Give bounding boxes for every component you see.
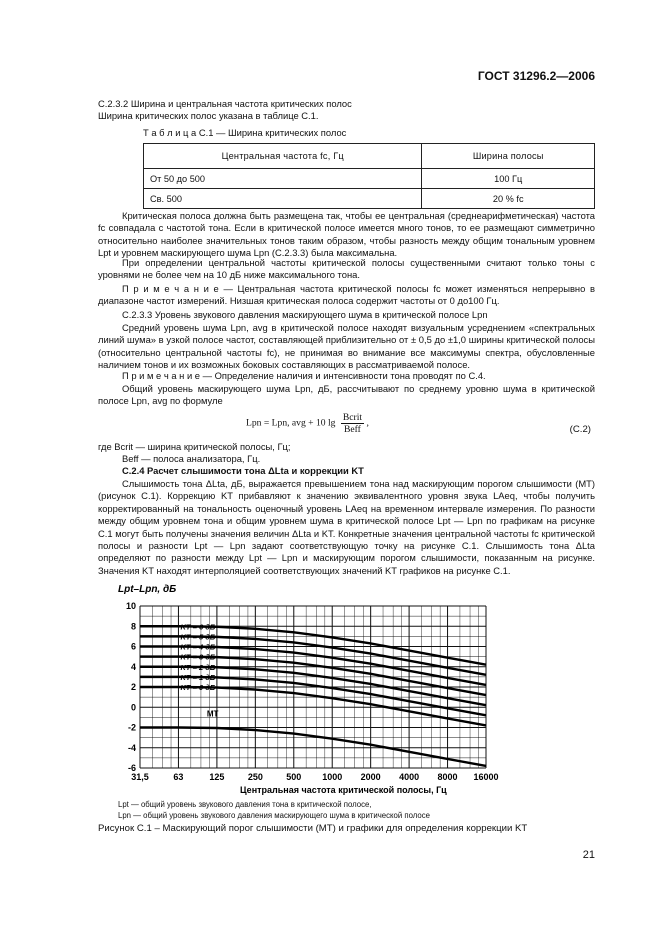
chart-series-label: KT = 3 дБ <box>180 652 216 662</box>
standard-number: ГОСТ 31296.2—2006 <box>477 69 595 83</box>
chart-xlabel: Центральная частота критической полосы, Гц <box>240 785 447 795</box>
chart-series-line <box>140 728 486 766</box>
audibility-chart <box>90 582 510 802</box>
chart-series-label: KT = 0 дБ <box>180 683 216 692</box>
formula-tail: , <box>366 417 369 429</box>
figure-caption: Рисунок С.1 – Маскирующий порог слышимости (МТ) и графики для определения коррекции KT <box>98 823 528 834</box>
chart-x-tick-label: 31,5 <box>131 772 149 782</box>
table-header-width: Ширина полосы <box>422 144 595 169</box>
chart-x-ticks <box>131 772 498 782</box>
table-cell: 100 Гц <box>422 169 595 189</box>
chart-x-tick-label: 1000 <box>322 772 343 782</box>
table-caption: Т а б л и ц а С.1 — Ширина критических полос <box>143 127 347 138</box>
chart-series-label: KT = 4 дБ <box>180 642 216 652</box>
table-row <box>144 169 595 189</box>
legend-lpt: Lpt — общий уровень звукового давления тона в критической полосе, <box>118 800 372 809</box>
chart-y-tick-label: 6 <box>130 641 136 652</box>
chart-x-tick-label: 4000 <box>399 772 420 782</box>
section-c24-title: С.2.4 Расчет слышимости тона ΔLta и коррекции KT <box>122 465 364 476</box>
chart-x-tick-label: 125 <box>209 772 225 782</box>
chart-series-label: KT = 6 дБ <box>180 622 216 632</box>
chart-y-tick-label: -2 <box>127 722 136 733</box>
chart-ylabel: Lpt–Lpn, дБ <box>118 584 177 595</box>
table-header-frequency: Центральная частота fc, Гц <box>144 144 422 169</box>
chart-y-tick-label: 4 <box>130 661 136 672</box>
chart-mt-label: МТ <box>206 709 219 719</box>
chart-x-tick-label: 16000 <box>473 772 499 782</box>
formula-denominator: Beff <box>344 424 361 435</box>
where-bcrit: где Bcrit — ширина критической полосы, Гц; <box>98 441 291 452</box>
critical-bands-table <box>143 143 595 209</box>
chart-y-tick-label: 0 <box>130 702 136 713</box>
paragraph-average-noise: Средний уровень шума Lpn, avg в критической полосе находят визуальным усреднением «спектральных линий шума» в узкой полосе частот, составляющей приблизительно от ± 0,5 до ±1,0 ширины критической полосы (относительно центральной частоты fc), не принимая во внимание все максимумы спектра, обусловленные наличием тонов и их возможных боковых составляющих в рассматриваемой полосе. <box>98 322 595 371</box>
table-cell: Св. 500 <box>144 189 422 209</box>
chart-y-ticks <box>126 601 136 773</box>
note-center-frequency: П р и м е ч а н и е — Центральная частота критической полосы fc может изменяться непрерывно в диапазоне частот измерений. Низшая критическая полоса содержит частоты от 0 до100 Гц. <box>98 283 595 307</box>
section-c232-line2: Ширина критических полос указана в таблице С.1. <box>98 110 319 121</box>
legend-lpn: Lpn — общий уровень звукового давления маскирующего шума в критической полосе <box>118 811 430 820</box>
formula-lhs: Lpn = Lpn, avg + 10 lg <box>246 417 336 429</box>
table-row <box>144 189 595 209</box>
chart-x-tick-label: 250 <box>247 772 263 782</box>
paragraph-critical-band: Критическая полоса должна быть размещена так, чтобы ее центральная (среднеарифметическая) частота fc совпадала с частотой тона. Если в критической полосе имеется много тонов, то ее размещают симметрично относительно наиболее значительных тонов таким образом, чтобы разность между общим тональным уровнем Lpt и уровнем маскирующего шума Lpn (С.2.3.3) была максимальна. <box>98 210 595 259</box>
table-cell: 20 % fc <box>422 189 595 209</box>
formula-c2 <box>246 412 369 435</box>
chart-series-label: KT = 5 дБ <box>180 632 216 642</box>
chart-series-label: KT = 2 дБ <box>180 662 216 672</box>
chart-x-tick-label: 2000 <box>360 772 381 782</box>
note-tone-detection: П р и м е ч а н и е — Определение наличия и интенсивности тона проводят по С.4. <box>122 370 486 381</box>
chart-series-labels <box>180 622 218 718</box>
chart-y-tick-label: 8 <box>130 621 136 632</box>
where-beff: Beff — полоса анализатора, Гц. <box>122 453 261 464</box>
chart-y-tick-label: 2 <box>130 682 136 692</box>
section-c232-title: С.2.3.2 Ширина и центральная частота критических полос <box>98 98 352 109</box>
chart-x-tick-label: 8000 <box>437 772 458 782</box>
table-cell: От 50 до 500 <box>144 169 422 189</box>
section-c233-title: С.2.3.3 Уровень звукового давления маскирующего шума в критической полосе Lpn <box>122 309 488 320</box>
chart-y-tick-label: -6 <box>127 763 136 773</box>
chart-x-tick-label: 500 <box>286 772 302 782</box>
paragraph-total-noise: Общий уровень маскирующего шума Lpn, дБ, рассчитывают по среднему уровню шума в критической полосе Lpn, avg по формуле <box>98 383 595 407</box>
page-number: 21 <box>582 849 595 861</box>
formula-numerator: Bcrit <box>342 412 363 423</box>
chart-y-tick-label: -4 <box>127 742 136 753</box>
chart-series-label: KT = 1 дБ <box>180 672 216 682</box>
paragraph-tone-levels: При определении центральной частоты критической полосы существенными считают только тоны с уровнями не более чем на 10 дБ ниже максимального тона. <box>98 257 595 281</box>
paragraph-audibility: Слышимость тона ΔLta, дБ, выражается превышением тона над маскирующим порогом слышимости (МТ) (рисунок С.1). Коррекцию KT прибавляют к значению эквивалентного уровня звука LAeq, чтобы получить корректированный на тональность оценочный уровень LAeq на временном интервале измерения. По разности между общим уровнем тона и общим уровнем шума в критической полосе Lpt — Lpn по графикам на рисунке С.1 могут быть получены значения величин ΔLta и KT. Конкретные значения центральной частоты fc критической полосы и разности Lpt — Lpn задают соответствующую точку на рисунке С.1. Слышимость тона ΔLta определяют по разности между Lpt — Lpn и маскирующим порогом слышимости, показанным на рисунке. Значения KT находят интерполяцией соответствующих значений KT графиков на рисунке С.1. <box>98 478 595 576</box>
formula-fraction <box>341 412 364 435</box>
chart-y-tick-label: 10 <box>125 601 136 611</box>
formula-number: (С.2) <box>569 424 591 435</box>
chart-x-tick-label: 63 <box>173 772 184 782</box>
